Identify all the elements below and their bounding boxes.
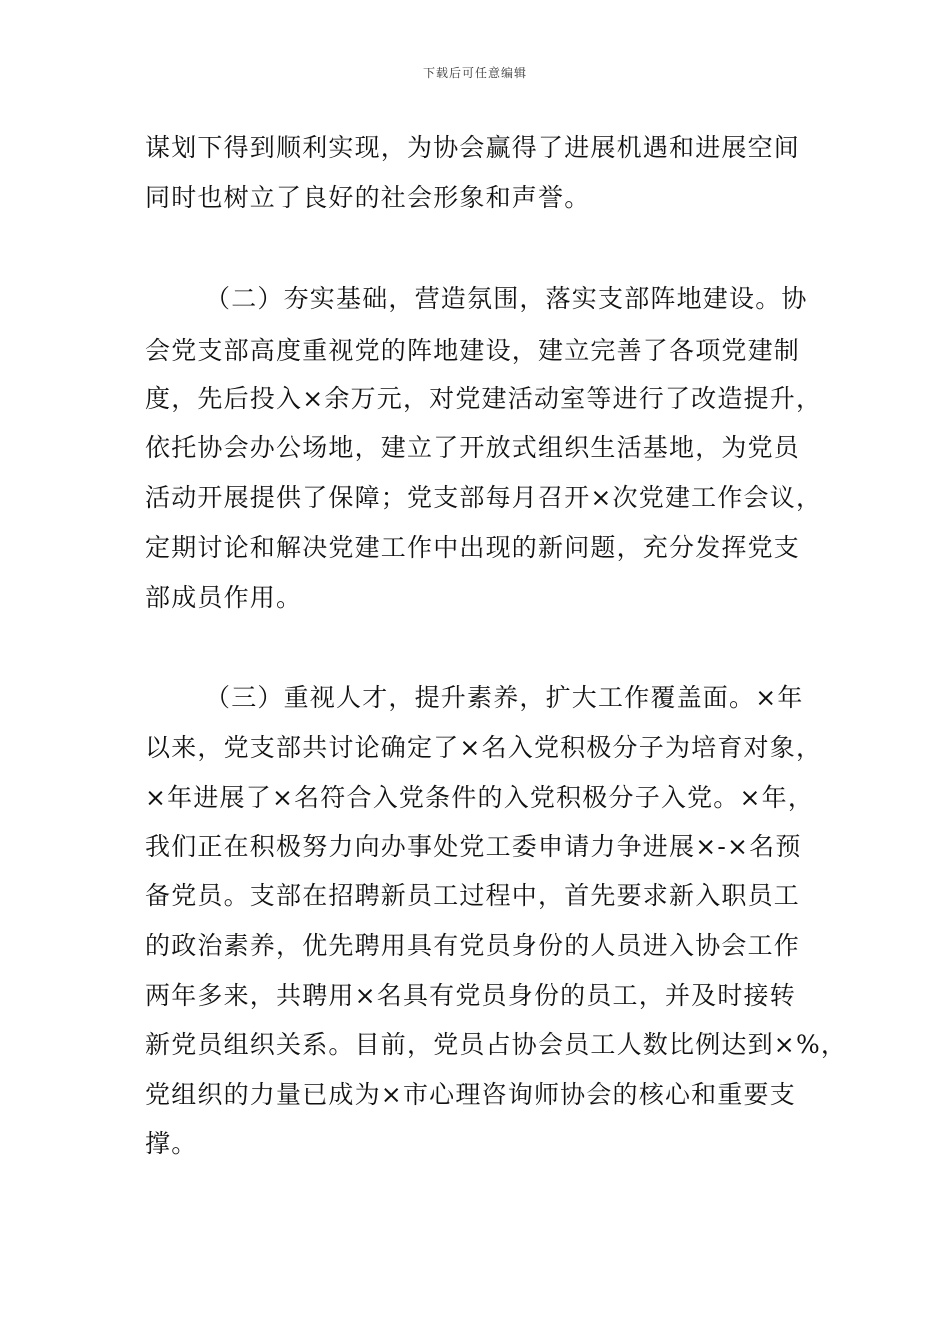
paragraph-3-line-6: 的政治素养，优先聘用具有党员身份的人员进入协会工作 (145, 931, 801, 960)
paragraph-2-line-2: 会党支部高度重视党的阵地建设，建立完善了各项党建制 (145, 336, 801, 365)
paragraph-2-line-5: 活动开展提供了保障；党支部每月召开×次党建工作会议， (145, 483, 823, 512)
paragraph-3-line-8: 新党员组织关系。目前，党员占协会员工人数比例达到×%， (145, 1030, 848, 1059)
paragraph-3-line-1: （三）重视人才，提升素养，扩大工作覆盖面。×年 (205, 683, 804, 712)
paragraph-2-line-7: 部成员作用。 (145, 583, 303, 612)
paragraph-3-line-9: 党组织的力量已成为×市心理咨询师协会的核心和重要支 (145, 1080, 796, 1109)
paragraph-3-line-5: 备党员。支部在招聘新员工过程中，首先要求新入职员工 (145, 881, 801, 910)
paragraph-3-line-3: ×年进展了×名符合入党条件的入党积极分子入党。×年， (145, 783, 815, 812)
paragraph-3-line-4: 我们正在积极努力向办事处党工委申请力争进展×-×名预 (145, 832, 802, 861)
paragraph-1-line-1: 谋划下得到顺利实现，为协会赢得了进展机遇和进展空间 (145, 133, 801, 162)
paragraph-2-line-6: 定期讨论和解决党建工作中出现的新问题，充分发挥党支 (145, 533, 801, 562)
paragraph-3-line-7: 两年多来，共聘用×名具有党员身份的员工，并及时接转 (145, 981, 796, 1010)
paragraph-1-line-2: 同时也树立了良好的社会形象和声誉。 (145, 183, 591, 212)
paragraph-2-line-3: 度，先后投入×余万元，对党建活动室等进行了改造提升， (145, 384, 823, 413)
page-header: 下载后可任意编辑 (422, 66, 527, 80)
paragraph-3-line-10: 撑。 (145, 1129, 198, 1158)
paragraph-2-line-1: （二）夯实基础，营造氛围，落实支部阵地建设。协 (205, 284, 808, 313)
paragraph-3-line-2: 以来，党支部共讨论确定了×名入党积极分子为培育对象， (145, 733, 823, 762)
paragraph-2-line-4: 依托协会办公场地，建立了开放式组织生活基地，为党员 (145, 433, 801, 462)
